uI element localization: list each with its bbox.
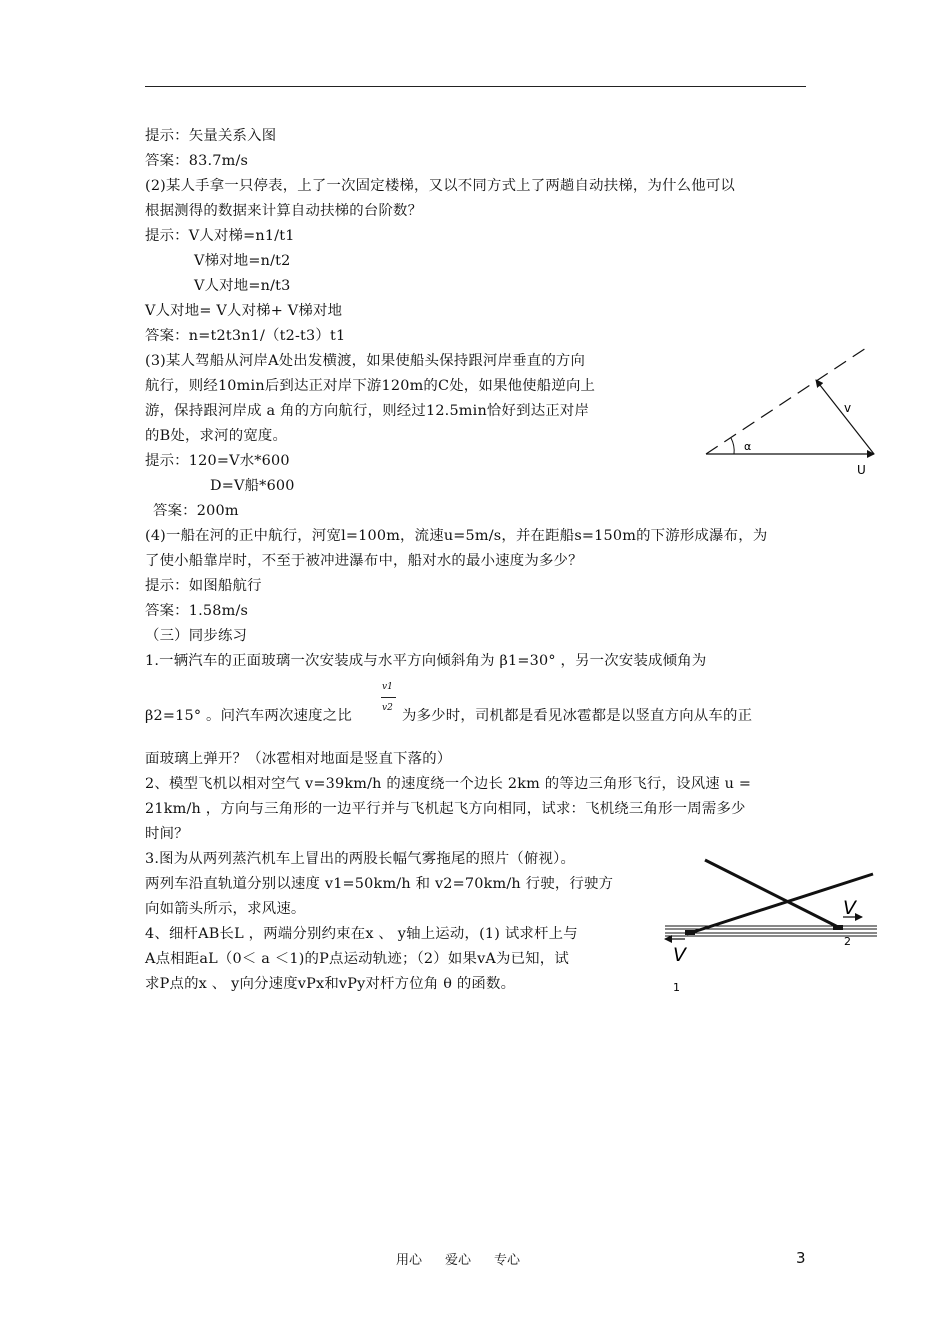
text-line: 航行，则经10min后到达正对岸下游120m的C处，如果他使船逆向上 <box>145 378 596 394</box>
footer-text-2: 爱心 <box>445 1253 472 1268</box>
text-line: V人对地=n/t3 <box>194 278 291 294</box>
text-line: 提示：120=V水*600 <box>145 453 290 469</box>
fraction-numerator: v1 <box>382 682 393 692</box>
text-line: 的B处，求河的宽度。 <box>145 428 288 444</box>
footer-text-1: 用心 <box>396 1253 423 1268</box>
text-line: β2=15° 。问汽车两次速度之比 <box>145 708 352 724</box>
text-line: 1.一辆汽车的正面玻璃一次安装成与水平方向倾斜角为 β1=30° ，另一次安装成倾角为 <box>145 653 707 669</box>
text-line: 向如箭头所示，求风速。 <box>145 901 306 917</box>
text-line: 2、模型飞机以相对空气 v=39km/h 的速度绕一个边长 2km 的等边三角形飞行，设风速 u = <box>145 776 752 792</box>
v-label: v <box>844 401 852 415</box>
text-line: （三）同步练习 <box>145 628 248 644</box>
text-line: (3)某人驾船从河岸A处出发横渡，如果使船头保持跟河岸垂直的方向 <box>145 353 586 369</box>
dashed-direction-line <box>706 348 866 454</box>
text-line: 4、细杆AB长L ，两端分别约束在x 、 y轴上运动，(1) 试求杆上与 <box>145 926 578 942</box>
text-line: V梯对地=n/t2 <box>194 253 291 269</box>
text-line: 答案：200m <box>153 503 239 519</box>
text-line: 3.图为从两列蒸汽机车上冒出的两股长幅气雾拖尾的照片（俯视）。 <box>145 851 576 867</box>
text-line: D=V船*600 <box>210 478 295 494</box>
header-rule <box>145 86 806 87</box>
text-line: 面玻璃上弹开？（冰雹相对地面是竖直下落的） <box>145 751 452 767</box>
text-line: 答案：n=t2t3n1/（t2-t3）t1 <box>145 328 346 344</box>
fraction-bar <box>381 697 396 698</box>
text-line: 为多少时，司机都是看见冰雹都是以竖直方向从车的正 <box>402 708 753 724</box>
text-line: 21km/h ，方向与三角形的一边平行并与飞机起飞方向相同，试求：飞机绕三角形一周需多少 <box>145 801 746 817</box>
u-label: U <box>857 463 866 477</box>
train-2 <box>833 925 843 930</box>
text-line: 答案：1.58m/s <box>145 603 249 619</box>
text-line: 提示：如图船航行 <box>145 578 262 594</box>
text-line: (2)某人手拿一只停表，上了一次固定楼梯，又以不同方式上了两趟自动扶梯，为什么他可以 <box>145 178 736 194</box>
text-line: 提示：矢量关系入图 <box>145 128 277 144</box>
two-trains-diagram <box>655 850 885 1000</box>
text-line: 游，保持跟河岸成 a 角的方向航行，则经过12.5min恰好到达正对岸 <box>145 403 590 419</box>
v2-subscript: 2 <box>844 935 851 948</box>
text-line: (4)一船在河的正中航行，河宽l=100m，流速u=5m/s，并在距船s=150m的下游形成瀑布，为 <box>145 528 768 544</box>
text-line: 时间？ <box>145 826 189 842</box>
vector-triangle-diagram <box>700 340 875 480</box>
text-line: 提示：V人对梯=n1/t1 <box>145 228 295 244</box>
alpha-label: α <box>744 440 752 453</box>
v2-label: V <box>843 897 856 919</box>
text-line: 两列车沿直轨道分别以速度 v1=50km/h 和 v2=70km/h 行驶，行驶方 <box>145 876 614 892</box>
text-line: 根据测得的数据来计算自动扶梯的台阶数？ <box>145 203 423 219</box>
page-number: 3 <box>796 1249 806 1267</box>
smoke-trail-1 <box>705 860 840 928</box>
v1-subscript: 1 <box>673 981 680 994</box>
text-line: A点相距aL（0＜ a ＜1)的P点运动轨迹；（2）如果vA为已知，试 <box>145 951 569 967</box>
v-vector <box>816 380 874 454</box>
text-line: 了使小船靠岸时，不至于被冲进瀑布中，船对水的最小速度为多少？ <box>145 553 583 569</box>
text-line: 答案：83.7m/s <box>145 153 249 169</box>
footer-text-3: 专心 <box>494 1253 521 1268</box>
train-1 <box>685 930 695 935</box>
text-line: V人对地= V人对梯+ V梯对地 <box>145 303 343 319</box>
fraction-denominator: v2 <box>382 703 393 713</box>
alpha-arc <box>731 438 734 454</box>
text-line: 求P点的x 、 y向分速度vPx和vPy对杆方位角 θ 的函数。 <box>145 976 516 992</box>
v1-label: V <box>673 944 686 966</box>
